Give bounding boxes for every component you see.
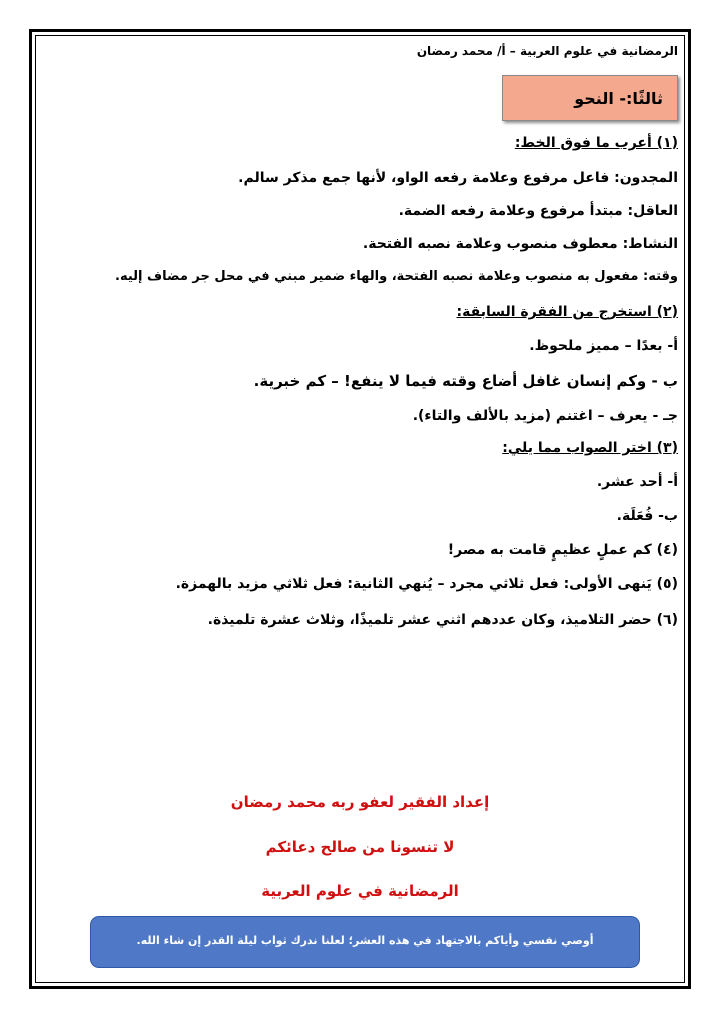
q5-answer: (٥) يَنهى الأولى: فعل ثلاثي مجرد – يُنهي الثانية: فعل ثلاثي مزيد بالهمزة. bbox=[175, 576, 678, 592]
q4-answer: (٤) كم عملٍ عظيمٍ قامت به مصر! bbox=[447, 542, 678, 558]
section-title: ثالثًا:- النحو bbox=[574, 89, 663, 108]
footer-series-name: الرمضانية في علوم العربية bbox=[261, 882, 459, 900]
q2-heading: (٢) استخرج من الفقرة السابقة: bbox=[456, 304, 678, 320]
q2-answer-c: جـ - يعرف – اغتنم (مزيد بالألف والتاء). bbox=[412, 408, 678, 424]
q2-answer-b: ب - وكم إنسان غافل أضاع وقته فيما لا ينفع! – كم خبرية. bbox=[253, 372, 678, 390]
q1-answer-1: المجدون: فاعل مرفوع وعلامة رفعه الواو، لأنها جمع مذكر سالم. bbox=[238, 170, 678, 186]
q3-answer-b: ب- فُعَلَة. bbox=[616, 508, 678, 524]
page-header: الرمضانية في علوم العربية – أ/ محمد رمضان bbox=[416, 44, 678, 58]
advice-text: أوصي نفسي وأياكم بالاجتهاد في هذه العشر؛ لعلنا ندرك ثواب ليلة القدر إن شاء الله. bbox=[136, 934, 594, 947]
q3-heading: (٣) اختر الصواب مما يلي: bbox=[502, 440, 678, 456]
q2-answer-a: أ- بعدًا – مميز ملحوظ. bbox=[529, 338, 678, 354]
q6-answer: (٦) حضر التلاميذ، وكان عددهم اثني عشر تلميذًا، وثلاث عشرة تلميذة. bbox=[207, 612, 678, 628]
section-title-box bbox=[502, 75, 678, 121]
footer-prayer-request: لا تنسونا من صالح دعائكم bbox=[265, 838, 455, 856]
q1-heading: (١) أعرب ما فوق الخط: bbox=[514, 135, 678, 151]
q3-answer-a: أ- أحد عشر. bbox=[596, 474, 678, 490]
q1-answer-4: وقته: مفعول به منصوب وعلامة نصبه الفتحة، والهاء ضمير مبني في محل جر مضاف إليه. bbox=[115, 269, 678, 284]
advice-banner bbox=[90, 916, 640, 968]
q1-answer-2: العاقل: مبتدأ مرفوع وعلامة رفعه الضمة. bbox=[398, 203, 678, 219]
footer-author: إعداد الفقير لعفو ربه محمد رمضان bbox=[230, 793, 490, 811]
q1-answer-3: النشاط: معطوف منصوب وعلامة نصبه الفتحة. bbox=[362, 236, 678, 252]
